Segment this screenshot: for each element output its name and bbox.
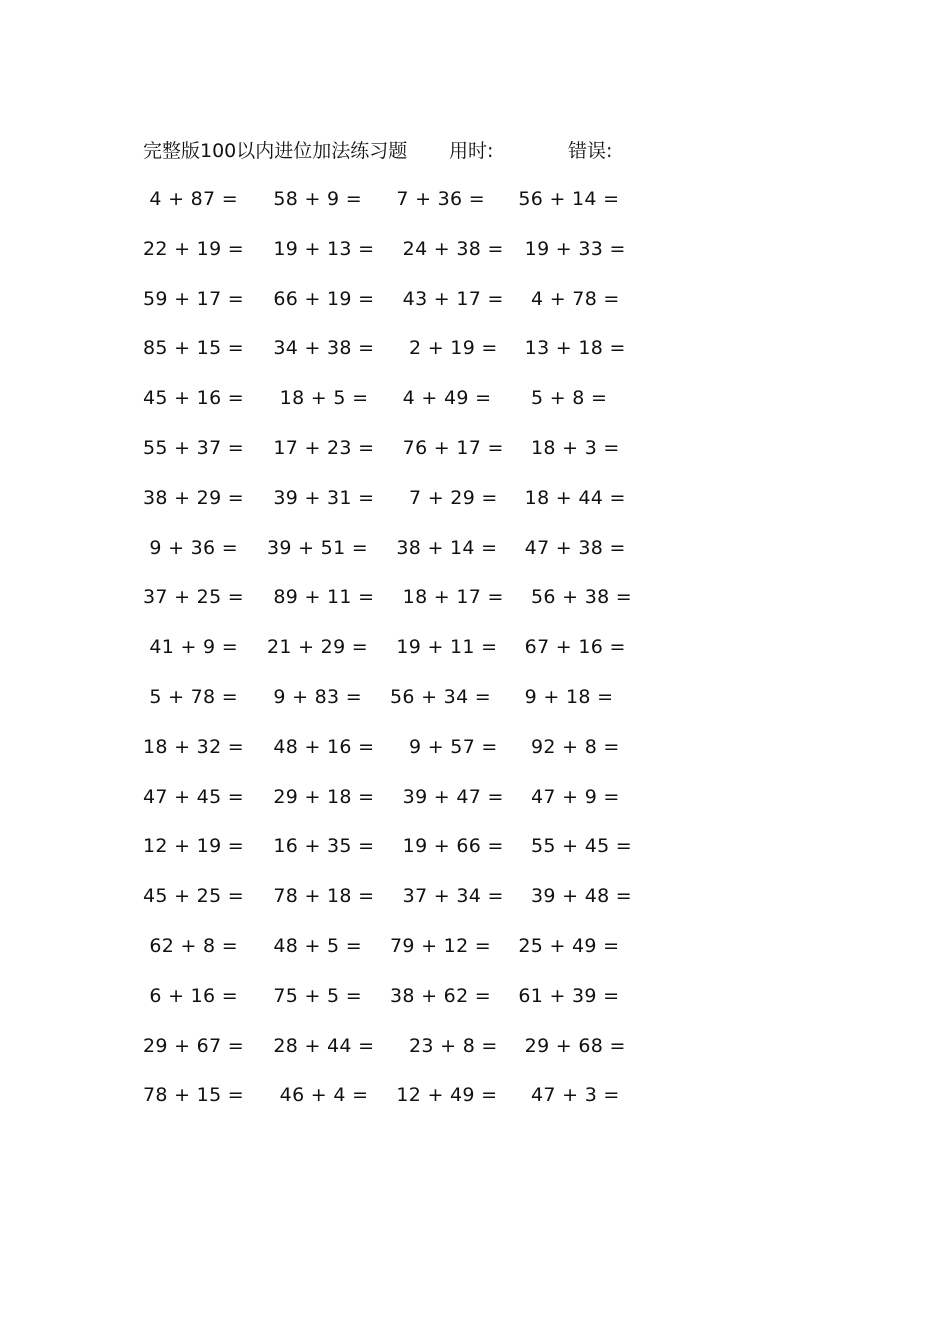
problem-item: 9 + 83 =: [267, 685, 362, 708]
problem-item: 4 + 49 =: [390, 387, 492, 410]
problem-item: 29 + 68 =: [512, 1034, 626, 1057]
problem-item: 58 + 9 =: [267, 188, 362, 210]
problem-item: 9 + 36 =: [143, 536, 238, 559]
problem-item: 18 + 32 =: [143, 735, 245, 758]
problem-item: 39 + 31 =: [267, 486, 375, 509]
problem-item: 56 + 14 =: [512, 188, 620, 210]
problem-item: 18 + 17 =: [390, 586, 504, 609]
problem-item: 39 + 48 =: [512, 885, 633, 908]
problem-item: 22 + 19 =: [143, 237, 245, 260]
problem-item: 48 + 5 =: [267, 934, 362, 957]
problem-item: 7 + 36 =: [390, 188, 485, 210]
problem-row: [143, 234, 643, 284]
problem-item: 61 + 39 =: [512, 984, 620, 1007]
problem-item: 55 + 45 =: [512, 835, 633, 858]
problem-item: 41 + 9 =: [143, 636, 238, 659]
problem-item: 56 + 34 =: [390, 685, 492, 708]
problem-item: 38 + 29 =: [143, 486, 245, 509]
problem-item: 21 + 29 =: [267, 636, 369, 659]
problem-item: 18 + 44 =: [512, 486, 626, 509]
problem-item: 67 + 16 =: [512, 636, 626, 659]
problem-row: [143, 881, 643, 931]
problem-item: 19 + 11 =: [390, 636, 498, 659]
problem-grid: [143, 184, 643, 1130]
problem-item: 23 + 8 =: [390, 1034, 498, 1057]
problem-row: [143, 483, 643, 533]
problem-item: 7 + 29 =: [390, 486, 498, 509]
problem-item: 5 + 8 =: [512, 387, 608, 410]
problem-item: 78 + 18 =: [267, 885, 375, 908]
problem-item: 75 + 5 =: [267, 984, 362, 1007]
problem-item: 89 + 11 =: [267, 586, 375, 609]
problem-item: 12 + 49 =: [390, 1084, 498, 1107]
problem-item: 18 + 5 =: [267, 387, 369, 410]
time-used-label: 用时:: [449, 140, 494, 162]
problem-item: 62 + 8 =: [143, 934, 238, 957]
problem-item: 38 + 62 =: [390, 984, 492, 1007]
problem-row: [143, 433, 643, 483]
problem-item: 66 + 19 =: [267, 287, 375, 310]
problem-item: 48 + 16 =: [267, 735, 375, 758]
problem-item: 4 + 87 =: [143, 188, 238, 210]
problem-row: [143, 682, 643, 732]
problem-row: [143, 732, 643, 782]
problem-row: [143, 1080, 643, 1130]
problem-item: 45 + 16 =: [143, 387, 245, 410]
problem-item: 85 + 15 =: [143, 337, 245, 360]
worksheet-header: [143, 136, 663, 166]
problem-item: 4 + 78 =: [512, 287, 620, 310]
problem-item: 37 + 25 =: [143, 586, 245, 609]
problem-item: 43 + 17 =: [390, 287, 504, 310]
problem-item: 19 + 33 =: [512, 237, 626, 260]
problem-item: 2 + 19 =: [390, 337, 498, 360]
problem-item: 47 + 45 =: [143, 785, 245, 808]
problem-item: 45 + 25 =: [143, 885, 245, 908]
problem-item: 13 + 18 =: [512, 337, 626, 360]
errors-label: 错误:: [568, 140, 613, 162]
problem-row: [143, 333, 643, 383]
problem-item: 47 + 3 =: [512, 1084, 620, 1107]
problem-row: [143, 1031, 643, 1081]
problem-row: [143, 533, 643, 583]
problem-row: [143, 184, 643, 234]
problem-item: 39 + 51 =: [267, 536, 369, 559]
problem-row: [143, 582, 643, 632]
problem-item: 47 + 38 =: [512, 536, 626, 559]
problem-item: 9 + 57 =: [390, 735, 498, 758]
problem-item: 19 + 13 =: [267, 237, 375, 260]
problem-row: [143, 981, 643, 1031]
problem-item: 24 + 38 =: [390, 237, 504, 260]
worksheet-title: 完整版100以内进位加法练习题: [143, 140, 408, 162]
problem-item: 56 + 38 =: [512, 586, 633, 609]
problem-item: 29 + 18 =: [267, 785, 375, 808]
problem-item: 29 + 67 =: [143, 1034, 245, 1057]
problem-row: [143, 383, 643, 433]
problem-item: 28 + 44 =: [267, 1034, 375, 1057]
problem-row: [143, 931, 643, 981]
problem-item: 78 + 15 =: [143, 1084, 245, 1107]
problem-item: 92 + 8 =: [512, 735, 620, 758]
problem-item: 37 + 34 =: [390, 885, 504, 908]
problem-item: 6 + 16 =: [143, 984, 238, 1007]
problem-item: 25 + 49 =: [512, 934, 620, 957]
problem-row: [143, 284, 643, 334]
problem-item: 9 + 18 =: [512, 685, 614, 708]
problem-item: 19 + 66 =: [390, 835, 504, 858]
problem-item: 55 + 37 =: [143, 436, 245, 459]
problem-item: 79 + 12 =: [390, 934, 492, 957]
problem-item: 39 + 47 =: [390, 785, 504, 808]
problem-row: [143, 632, 643, 682]
problem-item: 17 + 23 =: [267, 436, 375, 459]
problem-row: [143, 782, 643, 832]
problem-item: 59 + 17 =: [143, 287, 245, 310]
problem-item: 18 + 3 =: [512, 436, 620, 459]
problem-item: 34 + 38 =: [267, 337, 375, 360]
problem-item: 46 + 4 =: [267, 1084, 369, 1107]
problem-item: 16 + 35 =: [267, 835, 375, 858]
problem-item: 76 + 17 =: [390, 436, 504, 459]
problem-item: 5 + 78 =: [143, 685, 238, 708]
problem-item: 12 + 19 =: [143, 835, 245, 858]
problem-row: [143, 831, 643, 881]
problem-item: 38 + 14 =: [390, 536, 498, 559]
problem-item: 47 + 9 =: [512, 785, 620, 808]
